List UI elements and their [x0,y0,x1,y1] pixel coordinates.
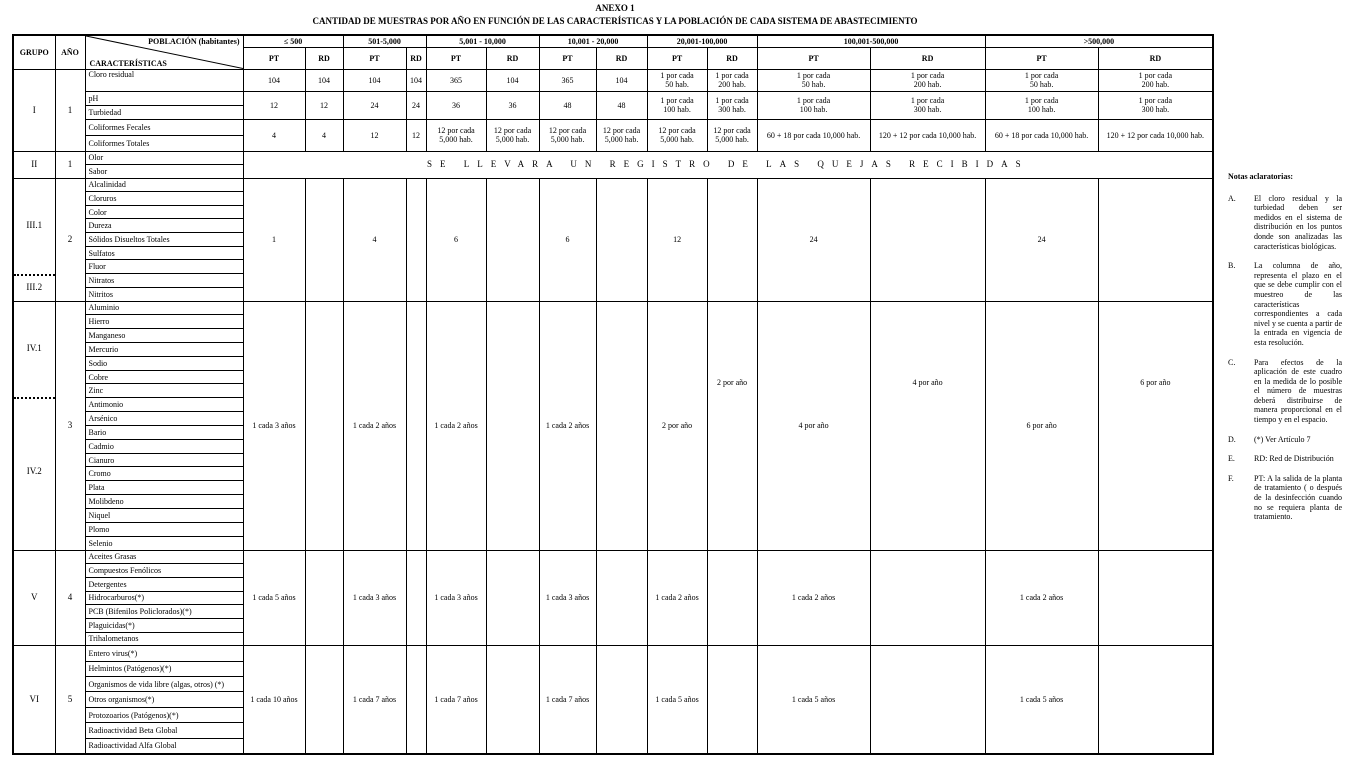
characteristic-label: Aceites Grasas [85,550,243,564]
sample-count [870,550,985,646]
characteristic-label: Fluor [85,260,243,274]
characteristic-label: Niquel [85,508,243,522]
characteristic-label: Antimonio [85,398,243,412]
sample-count: 24 [406,91,426,119]
characteristic-label: Nitritos [85,287,243,301]
annex-title: ANEXO 1 [595,3,635,13]
sample-count: 1 por cada 300 hab. [707,91,757,119]
sample-count: 1 cada 5 años [243,550,305,646]
characteristic-label: PCB (Bifenilos Policlorados)(*) [85,605,243,619]
population-range-header: 5,001 - 10,000 [426,35,539,47]
pt-header: PT [343,47,406,69]
sample-count: 365 [426,69,486,91]
sample-count [305,550,343,646]
characteristic-label: Molibdeno [85,495,243,509]
sample-count: 6 [539,178,596,301]
note-key: E. [1228,454,1235,464]
characteristic-label: Plomo [85,522,243,536]
sample-count: 1 cada 2 años [757,550,870,646]
sample-count: 1 cada 7 años [343,646,406,754]
note-key: C. [1228,357,1236,367]
table-row [13,69,1213,91]
sample-count: 12 [343,119,406,151]
sample-count: 1 por cada 200 hab. [870,69,985,91]
sample-count: 24 [985,178,1098,301]
characteristic-label: Sólidos Disueltos Totales [85,233,243,247]
note-item [1228,358,1342,425]
rd-header: RD [1098,47,1213,69]
characteristic-label: Organismos de vida libre (algas, otros) (*) [85,677,243,692]
note-item [1228,261,1342,347]
sample-count: 365 [539,69,596,91]
col-header-poblacion-caracteristicas [85,35,243,69]
notes-panel [1228,172,1342,532]
note-text: (*) Ver Artículo 7 [1254,434,1311,444]
table-row [13,151,1213,165]
sample-count [870,178,985,301]
sample-count [1098,550,1213,646]
characteristic-label: Cloruros [85,192,243,206]
characteristic-label: Plaguicidas(*) [85,618,243,632]
characteristic-label: Trihalometanos [85,632,243,646]
table-title: CANTIDAD DE MUESTRAS POR AÑO EN FUNCIÓN DE LAS CARACTERÍSTICAS Y LA POBLACIÓN DE CADA SISTEMA DE ABASTECIMIENTO [312,16,918,26]
sample-count: 2 por año [707,301,757,550]
group-label: V [13,550,55,646]
sample-count [406,178,426,301]
sample-count [596,646,647,754]
characteristic-label: Cloro residual [85,69,243,91]
sample-count: 12 por cada 5,000 hab. [647,119,707,151]
characteristic-label: Coliformes Fecales [86,120,243,136]
characteristic-label: Hierro [85,315,243,329]
note-text: El cloro residual y la turbiedad deben ser medidos en el sistema de distribución en los puntos donde son analizadas las características biológicas. [1254,193,1342,251]
sample-count: 104 [305,69,343,91]
table-row [13,550,1213,564]
sample-count: 1 cada 3 años [539,550,596,646]
sample-count [486,178,539,301]
sample-count: 1 por cada 50 hab. [757,69,870,91]
year-value: 1 [55,151,85,178]
characteristic-label: Turbiedad [88,107,122,117]
group-label [13,178,55,301]
sample-count: 104 [243,69,305,91]
table-row [13,178,1213,192]
table-row [13,119,1213,151]
sample-count [1098,178,1213,301]
pt-header: PT [426,47,486,69]
sample-count: 1 cada 2 años [343,301,406,550]
characteristic-label: Compuestos Fenólicos [85,564,243,578]
note-text: Para efectos de la aplicación de este cuadro en la medida de lo posible el número de muestras deberá distribuirse de manera proporcional en el tiempo y en el espacio. [1254,357,1342,425]
note-text: RD: Red de Distribución [1254,454,1334,464]
group-label [13,301,55,550]
sample-count [1098,646,1213,754]
characteristic-label: pH [86,92,243,106]
group-label-iv1: IV.1 [26,342,42,353]
sample-count: 12 por cada 5,000 hab. [426,119,486,151]
year-value: 2 [55,178,85,301]
pt-header: PT [985,47,1098,69]
sample-count: 24 [343,91,406,119]
sample-count: 12 [305,91,343,119]
sample-count: 1 cada 2 años [647,550,707,646]
note-item [1228,435,1342,445]
sample-count: 48 [539,91,596,119]
year-value: 3 [55,301,85,550]
rd-header: RD [406,47,426,69]
sample-count: 24 [757,178,870,301]
col-header-grupo: GRUPO [13,35,55,69]
sample-count: 12 por cada 5,000 hab. [539,119,596,151]
characteristic-label: Cianuro [85,453,243,467]
characteristic-label: Sulfatos [85,246,243,260]
table-row [13,91,1213,119]
characteristic-label: Plata [85,481,243,495]
group-label-iv2: IV.2 [26,465,42,476]
characteristic-label: Aluminio [85,301,243,315]
year-value: 5 [55,646,85,754]
sample-count [596,301,647,550]
sample-count: 2 por año [647,301,707,550]
caracteristicas-label: CARACTERÍSTICAS [89,58,167,68]
sample-count: 1 por cada 50 hab. [985,69,1098,91]
rd-header: RD [707,47,757,69]
header-row [13,35,1213,47]
sample-count: 12 [647,178,707,301]
pt-header: PT [647,47,707,69]
sample-count: 4 [243,119,305,151]
population-range-header: 20,001-100,000 [647,35,757,47]
characteristic-label: Sabor [85,165,243,179]
characteristic-label: Detergentes [85,577,243,591]
note-key: D. [1228,434,1236,444]
characteristic-label: Protozoarios (Patógenos)(*) [85,707,243,722]
sample-count: 1 [243,178,305,301]
sample-count: 1 cada 10 años [243,646,305,754]
sample-count: 1 por cada 100 hab. [647,91,707,119]
note-item [1228,454,1342,464]
sample-count: 1 cada 2 años [985,550,1098,646]
sample-count [486,301,539,550]
sample-count: 104 [343,69,406,91]
sample-count [305,646,343,754]
characteristic-label: Entero virus(*) [85,646,243,661]
sample-count: 6 [426,178,486,301]
sample-count: 12 por cada 5,000 hab. [486,119,539,151]
sample-count: 1 por cada 200 hab. [707,69,757,91]
year-value: 1 [55,69,85,151]
population-range-header: 10,001 - 20,000 [539,35,647,47]
notes-heading: Notas aclaratorias: [1228,172,1294,181]
note-key: F. [1228,473,1234,483]
characteristic-label: Arsénico [85,412,243,426]
sample-count [707,550,757,646]
group-label-wrap [14,179,55,301]
sample-count: 1 por cada 300 hab. [870,91,985,119]
sample-count: 1 por cada 200 hab. [1098,69,1213,91]
sample-count [305,178,343,301]
characteristic-label: Mercurio [85,342,243,356]
characteristic-label: Alcalinidad [85,178,243,192]
note-key: A. [1228,193,1236,203]
sample-count: 104 [596,69,647,91]
sample-count: 120 + 12 por cada 10,000 hab. [870,119,985,151]
population-range-header: ≤ 500 [243,35,343,47]
sample-count: 1 por cada 50 hab. [647,69,707,91]
sample-count: 12 por cada 5,000 hab. [707,119,757,151]
rd-header: RD [596,47,647,69]
table-row [13,301,1213,315]
sample-count: 60 + 18 por cada 10,000 hab. [757,119,870,151]
characteristic-label: Cadmio [85,439,243,453]
sample-count: 12 [406,119,426,151]
sample-count: 4 [305,119,343,151]
characteristic-label: Otros organismos(*) [85,692,243,707]
sample-count: 120 + 12 por cada 10,000 hab. [1098,119,1213,151]
sample-count [406,550,426,646]
rd-header: RD [305,47,343,69]
rd-header: RD [870,47,985,69]
sample-count [305,301,343,550]
population-range-header: >500,000 [985,35,1213,47]
sample-count [707,178,757,301]
characteristic-label: Coliformes Totales [88,138,150,148]
characteristic-label: Zinc [85,384,243,398]
group-label-wrap [14,302,55,550]
sample-count: 1 por cada 100 hab. [757,91,870,119]
characteristic-label: Cobre [85,370,243,384]
group-label: II [13,151,55,178]
characteristic-label: Radioactividad Beta Global [85,723,243,738]
complaints-register-note: SE LLEVARA UN REGISTRO DE LAS QUEJAS RECIBIDAS [243,151,1213,178]
sample-count: 1 cada 2 años [426,301,486,550]
sample-count [596,178,647,301]
characteristic-label: Bario [85,425,243,439]
characteristic-label: Cromo [85,467,243,481]
characteristic-label [85,119,243,151]
group-divider [14,274,55,276]
sample-count [707,646,757,754]
group-label-iii2: III.2 [26,281,43,292]
sample-count [486,646,539,754]
pt-header: PT [243,47,305,69]
characteristic-label: Sodio [85,356,243,370]
characteristic-label: Dureza [85,219,243,233]
sample-count: 12 por cada 5,000 hab. [596,119,647,151]
group-label: VI [13,646,55,754]
pt-header: PT [539,47,596,69]
sample-count: 6 por año [1098,301,1213,550]
sample-count: 4 por año [870,301,985,550]
sample-count: 104 [486,69,539,91]
sample-count: 36 [426,91,486,119]
sample-count: 36 [486,91,539,119]
sample-count: 1 cada 5 años [985,646,1098,754]
sample-count: 1 cada 5 años [647,646,707,754]
note-key: B. [1228,261,1236,271]
col-header-anio: AÑO [55,35,85,69]
sample-count: 48 [596,91,647,119]
note-text: PT: A la salida de la planta de tratamiento ( o después de la desinfección cuando no se requiera planta de tratamiento. [1254,473,1342,522]
sample-count: 12 [243,91,305,119]
characteristic-label: Manganeso [85,329,243,343]
characteristic-label: Radioactividad Alfa Global [85,738,243,753]
characteristic-label: Olor [85,151,243,165]
group-label-iii1: III.1 [26,219,43,230]
pt-header: PT [757,47,870,69]
sample-count: 60 + 18 por cada 10,000 hab. [985,119,1098,151]
rd-header: RD [486,47,539,69]
sample-count [406,646,426,754]
sample-count: 1 cada 7 años [539,646,596,754]
characteristic-label: Helmintos (Patógenos)(*) [85,661,243,676]
group-divider [14,397,55,399]
characteristic-label: Nitratos [85,274,243,288]
characteristic-label: Selenio [85,536,243,550]
sample-count [486,550,539,646]
sample-count: 1 cada 5 años [757,646,870,754]
note-item [1228,194,1342,252]
sample-count [596,550,647,646]
sample-count: 1 cada 7 años [426,646,486,754]
sample-count: 4 por año [757,301,870,550]
sample-count: 1 por cada 300 hab. [1098,91,1213,119]
population-range-header: 501-5,000 [343,35,426,47]
sample-count: 1 cada 3 años [243,301,305,550]
note-text: La columna de año, representa el plazo en el que se debe cumplir con el muestreo de las características correspondientes a cada nivel y se cuenta a partir de la entrada en vigencia de esta resolución. [1254,261,1342,347]
sampling-table [12,34,1214,755]
sample-count: 104 [406,69,426,91]
note-item [1228,474,1342,522]
sample-count [870,646,985,754]
characteristic-label: Color [85,205,243,219]
sample-count [406,301,426,550]
sample-count: 1 cada 3 años [426,550,486,646]
sample-count: 1 cada 2 años [539,301,596,550]
characteristic-label [85,91,243,119]
year-value: 4 [55,550,85,646]
sample-count: 1 cada 3 años [343,550,406,646]
sample-count: 4 [343,178,406,301]
poblacion-label: POBLACIÓN (habitantes) [148,37,240,46]
sample-count: 6 por año [985,301,1098,550]
population-range-header: 100,001-500,000 [757,35,985,47]
group-label: I [13,69,55,151]
characteristic-label: Hidrocarburos(*) [85,591,243,605]
sample-count: 1 por cada 100 hab. [985,91,1098,119]
table-row [13,646,1213,661]
